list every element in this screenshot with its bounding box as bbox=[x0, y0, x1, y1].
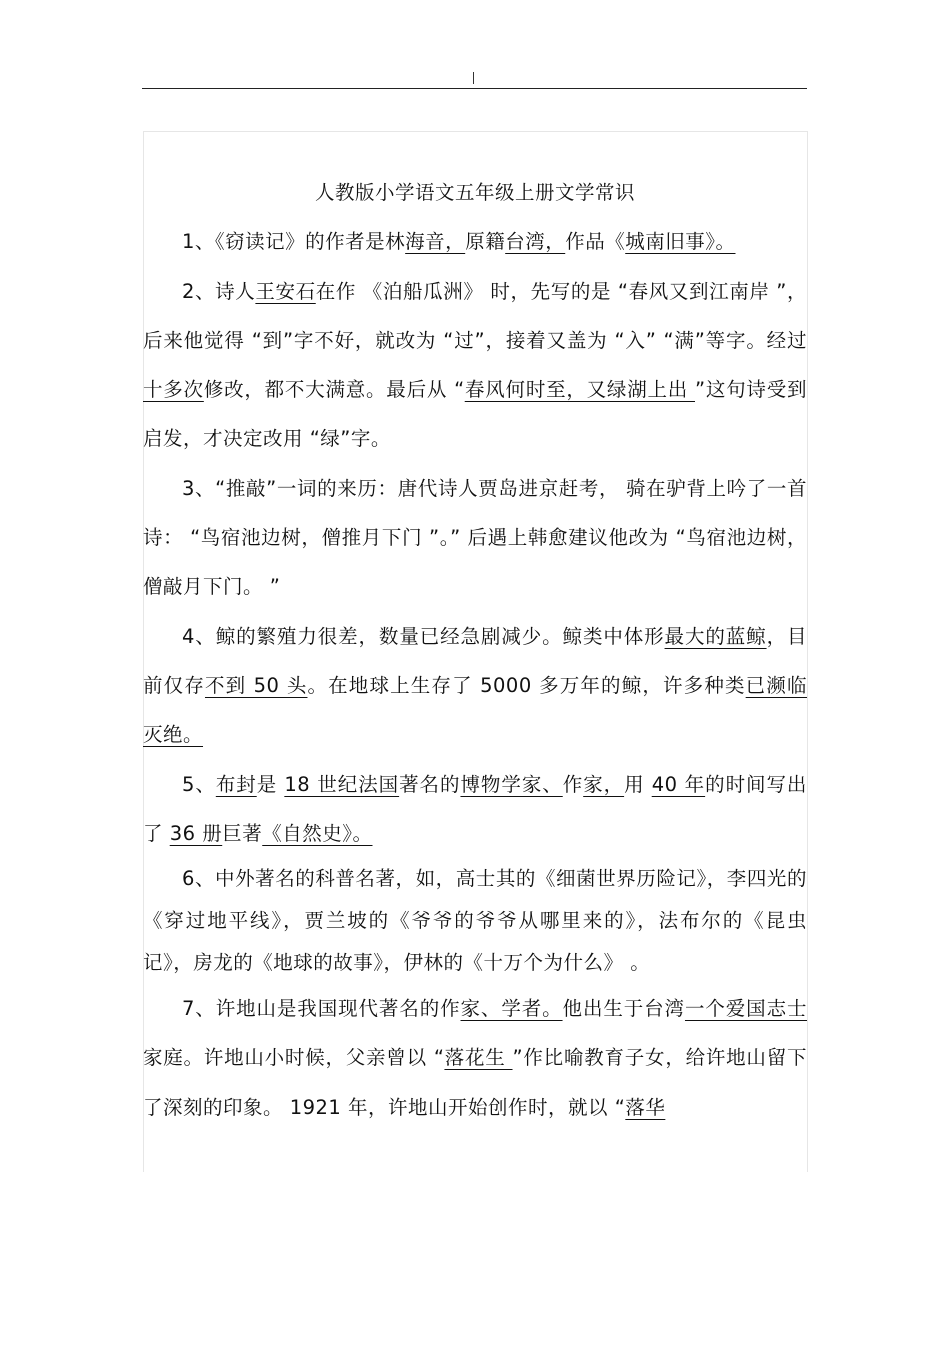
underlined-text: 《自然史》。 bbox=[262, 821, 373, 845]
item-text: 7、许地山是我国现代著名的作 bbox=[182, 997, 461, 1021]
header-mark bbox=[473, 72, 474, 84]
item-text: 1、《窃读记》的作者是林 bbox=[182, 230, 406, 254]
item-text: 5、 bbox=[182, 772, 216, 796]
item-text: 家庭。许地山小时候，父亲曾以 “ bbox=[143, 1046, 445, 1070]
underlined-text: 布封 bbox=[215, 772, 257, 796]
underlined-text: 落花生 bbox=[444, 1046, 513, 1070]
item-text: 2、诗人 bbox=[182, 279, 256, 303]
underlined-text: 王安石 bbox=[255, 279, 316, 303]
item-text: 原籍 bbox=[465, 230, 506, 254]
item-text: 在作 《泊船瓜洲》 时，先写的是 “春风又到江南岸 ”，后来他觉得 “到”字不好，就改为 “过”，接着又盖为 “入” “满”等字。经过 bbox=[143, 279, 807, 352]
item-text: 6、中外著名的科普名著，如，高士其的《细菌世界历险记》，李四光的《穿过地平线》，贾兰坡的《爷爷的爷爷从哪里来的》，法布尔的《昆虫记》，房龙的《地球的故事》，伊林的《十万个为什么》 。 bbox=[143, 867, 807, 975]
underlined-text: 40 年 bbox=[651, 772, 706, 796]
underlined-text: 不到 50 头 bbox=[204, 673, 308, 697]
item-text: ”这句诗受到启发，才决定改用 “绿”字。 bbox=[143, 378, 807, 451]
document-body bbox=[143, 168, 807, 1132]
header-rule bbox=[142, 88, 807, 89]
underlined-text: 博物学家、 bbox=[460, 772, 563, 796]
underlined-text: 最大的蓝鲸 bbox=[664, 624, 767, 648]
underlined-text: 台湾， bbox=[505, 230, 566, 254]
list-item bbox=[143, 612, 807, 760]
list-item bbox=[143, 858, 807, 984]
underlined-text: 城南旧事》。 bbox=[625, 230, 736, 254]
underlined-text: 已濒临灭绝。 bbox=[143, 673, 807, 747]
underlined-text: 18 世纪法国 bbox=[284, 772, 400, 796]
item-text: ”作比喻教育子女，给许地山留下了深刻的印象。 1921 年，许地山开始创作时，就以 “ bbox=[143, 1046, 807, 1119]
underlined-text: 一个爱国志士 bbox=[684, 997, 807, 1021]
underlined-text: 海音， bbox=[405, 230, 466, 254]
item-text: 巨著 bbox=[222, 821, 263, 845]
underlined-text: 36 册 bbox=[169, 821, 223, 845]
underlined-text: 春风何时至，又绿湖上出 bbox=[464, 378, 695, 402]
item-list bbox=[143, 217, 807, 1132]
item-text: 作品《 bbox=[565, 230, 626, 254]
item-text: 作 bbox=[562, 772, 584, 796]
item-text: 用 bbox=[624, 772, 652, 796]
item-text: 他出生于台湾 bbox=[562, 997, 685, 1021]
underlined-text: 家、学者。 bbox=[460, 997, 563, 1021]
item-text: 著名的 bbox=[399, 772, 461, 796]
list-item bbox=[143, 217, 807, 266]
item-text: 修改，都不大满意。最后从 “ bbox=[203, 378, 465, 402]
list-item bbox=[143, 267, 807, 464]
item-text: 4、鲸的繁殖力很差，数量已经急剧减少。鲸类中体形 bbox=[182, 624, 665, 648]
item-text: ，目前仅存 bbox=[143, 624, 807, 697]
underlined-text: 落华 bbox=[625, 1095, 666, 1119]
item-text: 。在地球上生存了 5000 多万年的鲸，许多种类 bbox=[307, 673, 746, 697]
list-item bbox=[143, 984, 807, 1132]
document-title: 人教版小学语文五年级上册文学常识 bbox=[314, 181, 635, 204]
underlined-text: 家， bbox=[583, 772, 625, 796]
item-text: 3、“推敲”一词的来历：唐代诗人贾岛进京赶考， 骑在驴背上吟了一首诗： “鸟宿池边树，僧推月下门 ”。” 后遇上韩愈建议他改为 “鸟宿池边树，僧敲月下门。 ” bbox=[143, 476, 807, 599]
list-item bbox=[143, 464, 807, 612]
list-item bbox=[143, 760, 807, 859]
item-text: 是 bbox=[256, 772, 285, 796]
underlined-text: 十多次 bbox=[143, 378, 204, 402]
item-text: 的时间写出了 bbox=[143, 772, 807, 845]
